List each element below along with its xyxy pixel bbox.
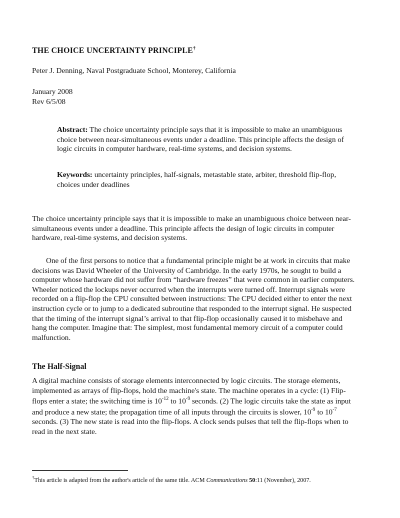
- section-heading: The Half-Signal: [32, 362, 87, 371]
- exponent: -9: [311, 408, 316, 414]
- keywords-label: Keywords:: [57, 170, 93, 179]
- title-footnote-mark: †: [192, 46, 196, 52]
- date: January 2008: [32, 87, 73, 96]
- body-paragraph: One of the first persons to notice that a fundamental principle might be at work in circuits that make decisions was David Wheeler of the University of Cambridge. In the early 1970s, he sought to build a computer whose hardware did not suffer from “hardware freezes” that were common in earlier computers. Wheeler noticed the lockups never occurred when the interrupts were turned off. Interrupt signals were recorded on a flip-flop the CPU consulted between instructions: The CPU decided either to enter the next instruction cycle or to jump to a dedicated subroutine that responded to the interrupt signal. He suspected that the timing of the interrupt signal’s arrival to that flip-flop occasionally caused it to misbehave and hang the computer. Imagine that: The simplest, most fundamental memory circuit of a computer could malfunction.: [32, 256, 355, 342]
- abstract-text: The choice uncertainty principle says that it is impossible to make an unambiguous choice between near-simultaneous events under a deadline. This principle affects the design of logic circuits in computer hardware, real-time systems, and decision systems.: [57, 125, 344, 154]
- footnote-mark: †: [32, 475, 35, 480]
- page-title: THE CHOICE UNCERTAINTY PRINCIPLE†: [32, 46, 196, 55]
- exponent: -9: [185, 397, 191, 403]
- half-signal-paragraph: A digital machine consists of storage elements interconnected by logic circuits. The storage elements, implemented as arrays of flip-flops, hold the machine's state. The machine operates in a cycle: (1) Flip-flops enter a state; the switching time is $10^{-12}$ to $10^{-9}$ seconds. (2) The logic circuits take the state as input and produce a new state; the propagation time of all inputs through the circuits is slower, $10^{-9}$ to $10^{-7}$ seconds. (3) The new state is read into the flip-flops. A clock sends pulses that tell the flip-flops when to read in the next state.: [32, 376, 351, 437]
- journal-name: Communications: [206, 478, 248, 485]
- exponent: -7: [332, 408, 337, 414]
- intro-paragraph: The choice uncertainty principle says that it is impossible to make an unambiguous choice between near-simultaneous events under a deadline. This principle affects the design of logic circuits in computer hardware, real-time systems, and decision systems.: [32, 214, 351, 243]
- keywords: [57, 170, 349, 189]
- author-line: Peter J. Denning, Naval Postgraduate School, Monterey, California: [32, 66, 236, 75]
- exponent: -12: [161, 397, 169, 403]
- revision: Rev 6/5/08: [32, 96, 66, 106]
- footnote: †This article is adapted from the author's article of the same title. ACM Communications 50:11 (November), 2007.: [32, 475, 311, 485]
- abstract-label: Abstract:: [57, 125, 88, 134]
- volume: 50: [247, 478, 256, 485]
- keywords-text: uncertainty principles, half-signals, metastable state, arbiter, threshold flip-flop, choices under deadlines: [57, 170, 337, 189]
- date-block: [32, 87, 73, 106]
- abstract: [57, 125, 349, 154]
- footnote-divider: [32, 470, 128, 471]
